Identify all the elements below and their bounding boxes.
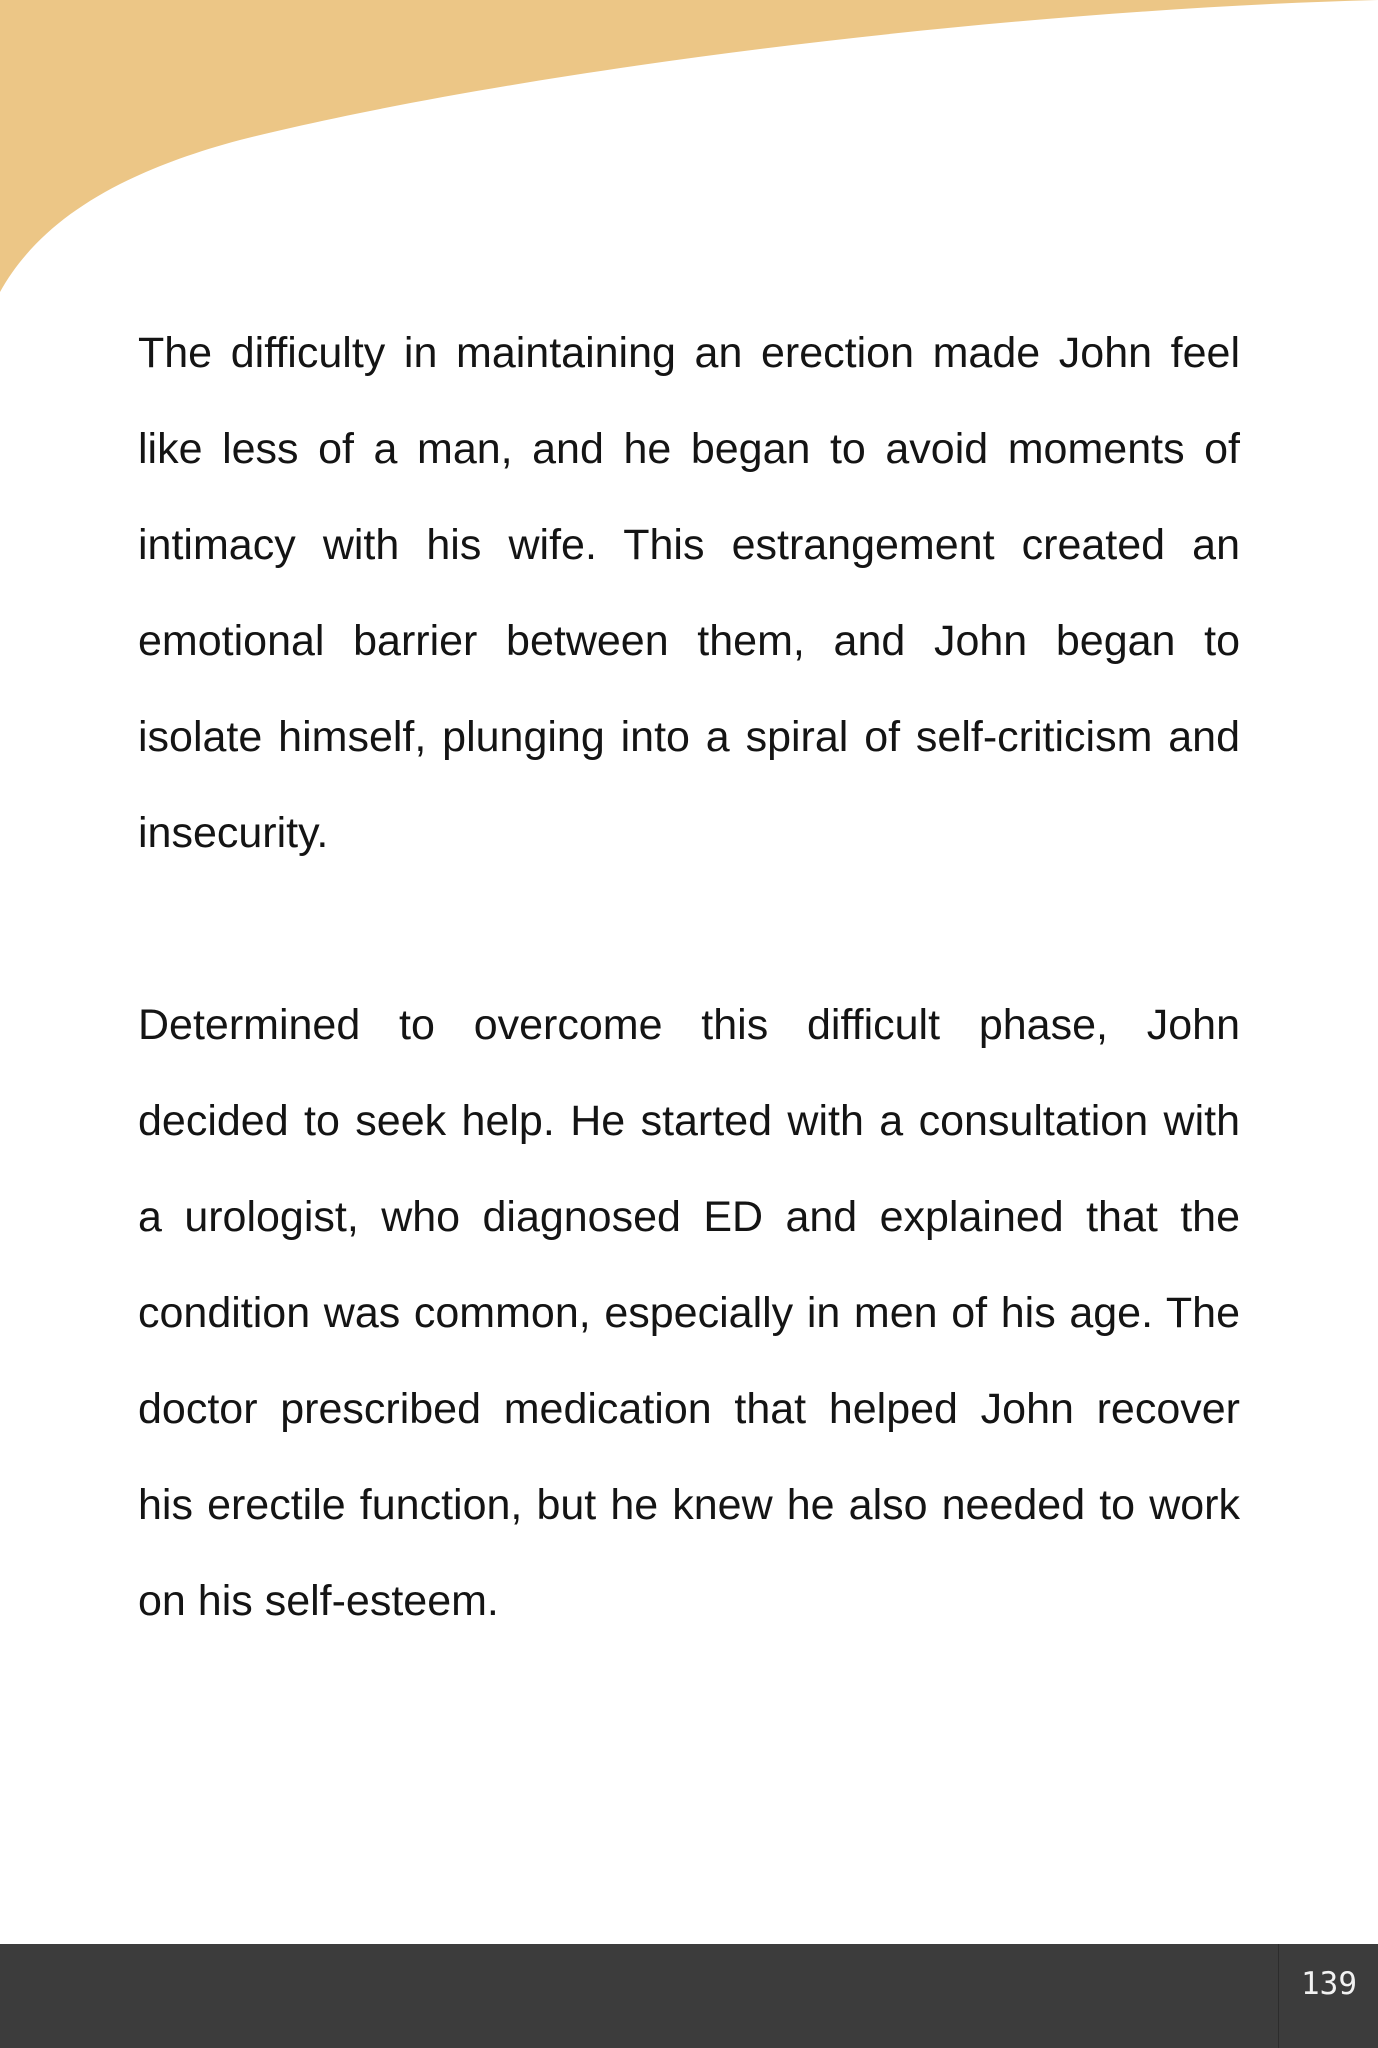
footer-bar <box>0 1944 1378 2048</box>
footer-divider <box>1278 1944 1279 2048</box>
page-number: 139 <box>1301 1966 1357 2002</box>
body-paragraph: Determined to overcome this difficult phase, John decided to seek help. He started with a consultation with a urologist, who diagnosed ED and explained that the condition was common, especially in men of his age. The doctor prescribed medication that helped John recover his erectile function, but he knew he also needed to work on his self-esteem. <box>138 1001 1240 1625</box>
page-body <box>138 305 1240 1649</box>
body-paragraph: The difficulty in maintaining an erection made John feel like less of a man, and he began to avoid moments of intimacy with his wife. This estrangement created an emotional barrier between them, and John began to isolate himself, plunging into a spiral of self-criticism and insecurity. <box>138 329 1240 857</box>
decorative-swoosh <box>0 0 1378 300</box>
